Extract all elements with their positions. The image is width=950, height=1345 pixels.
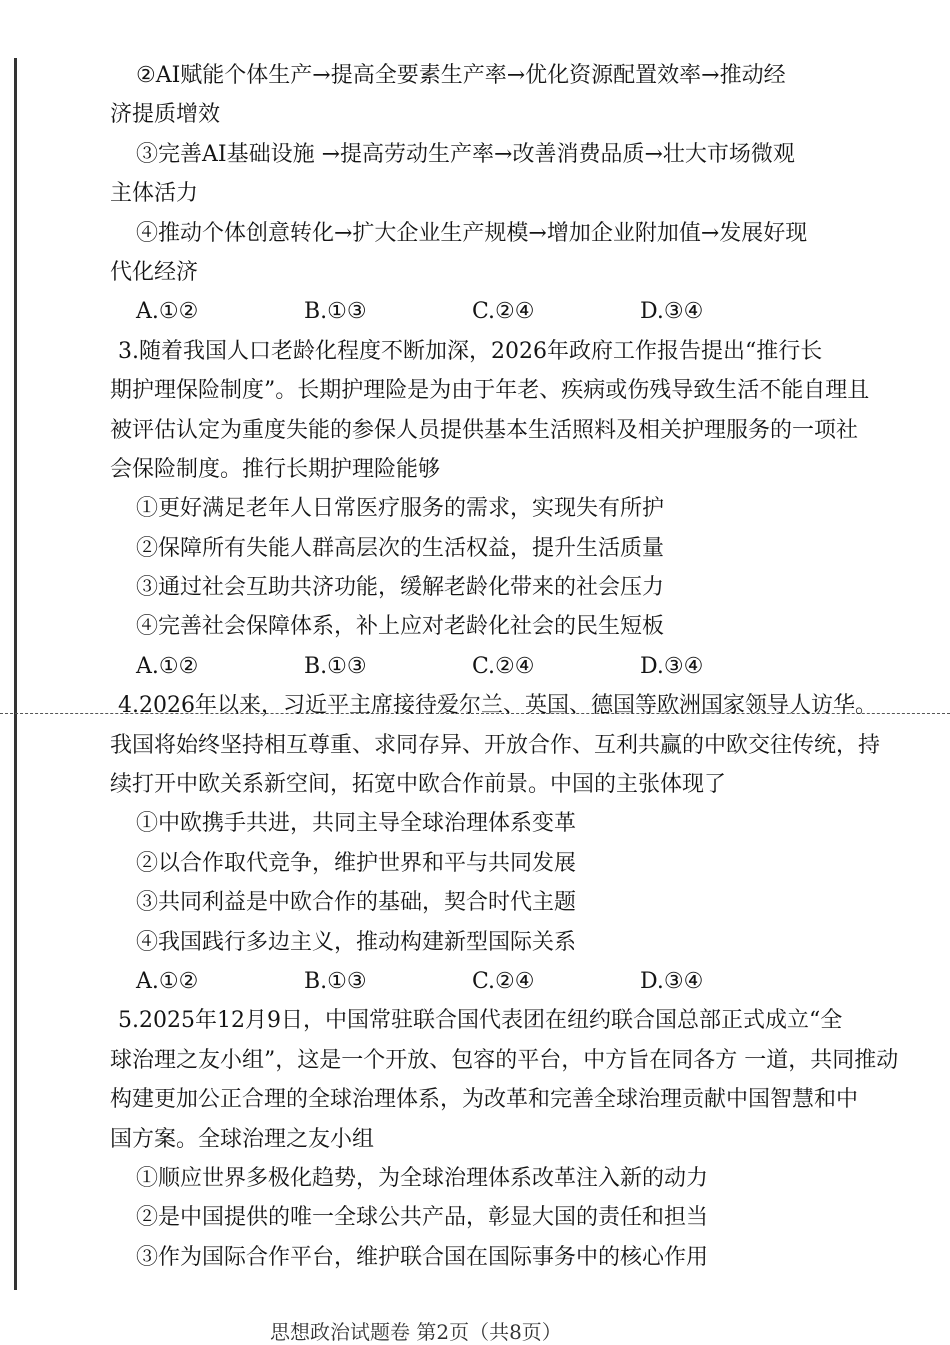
q2-option-4-cont: 代化经济 <box>110 259 199 285</box>
choice-b: B.①③ <box>304 299 367 325</box>
q4-option-1: ①中欧携手共进，共同主导全球治理体系变革 <box>136 811 577 837</box>
q4-option-2: ②以合作取代竞争，维护世界和平与共同发展 <box>136 850 577 876</box>
q4-stem-line: 续打开中欧关系新空间，拓宽中欧合作前景。中国的主张体现了 <box>110 772 727 798</box>
q2-option-4: ④推动个体创意转化→扩大企业生产规模→增加企业附加值→发展好现 <box>136 220 808 246</box>
q2-option-3-cont: 主体活力 <box>110 181 199 207</box>
question-2 <box>110 56 880 332</box>
q3-option-4: ④完善社会保障体系，补上应对老龄化社会的民生短板 <box>136 614 665 640</box>
exam-page <box>110 56 899 1277</box>
question-3 <box>110 332 880 687</box>
q3-option-3: ③通过社会互助共济功能，缓解老龄化带来的社会压力 <box>136 575 665 601</box>
q4-stem-line: 4.2026年以来，习近平主席接待爱尔兰、英国、德国等欧洲国家领导人访华。 <box>118 693 877 719</box>
q3-stem-line: 3.随着我国人口老龄化程度不断加深，2026年政府工作报告提出“推行长 <box>118 338 823 364</box>
q5-stem-line: 5.2025年12月9日，中国常驻联合国代表团在纽约联合国总部正式成立“全 <box>118 1008 843 1034</box>
q5-stem-line: 构建更加公正合理的全球治理体系，为改革和完善全球治理贡献中国智慧和中 <box>110 1087 859 1113</box>
choice-c: C.②④ <box>472 299 535 325</box>
q3-stem-line: 会保险制度。推行长期护理险能够 <box>110 456 441 482</box>
choice-c: C.②④ <box>472 653 535 679</box>
q2-option-2-cont: 济提质增效 <box>110 102 221 128</box>
q2-option-2: ②AI赋能个体生产→提高全要素生产率→优化资源配置效率→推动经 <box>136 63 786 88</box>
q5-stem-line: 国方案。全球治理之友小组 <box>110 1126 375 1152</box>
choice-a: A.①② <box>136 299 199 325</box>
q3-option-2: ②保障所有失能人群高层次的生活权益，提升生活质量 <box>136 535 665 561</box>
q4-choices <box>110 962 880 1001</box>
q4-option-3: ③共同利益是中欧合作的基础，契合时代主题 <box>136 890 577 916</box>
q5-option-1: ①顺应世界多极化趋势，为全球治理体系改革注入新的动力 <box>136 1165 709 1191</box>
q3-stem-line: 期护理保险制度”。长期护理险是为由于年老、疾病或伤残导致生活不能自理且 <box>110 378 870 404</box>
choice-d: D.③④ <box>640 299 704 325</box>
q5-option-2: ②是中国提供的唯一全球公共产品，彰显大国的责任和担当 <box>136 1205 709 1231</box>
choice-d: D.③④ <box>640 968 704 994</box>
q4-option-4: ④我国践行多边主义，推动构建新型国际关系 <box>136 929 577 955</box>
question-5 <box>110 1001 899 1277</box>
q3-stem-line: 被评估认定为重度失能的参保人员提供基本生活照料及相关护理服务的一项社 <box>110 417 859 443</box>
choice-a: A.①② <box>136 968 199 994</box>
choice-b: B.①③ <box>304 968 367 994</box>
q2-choices <box>110 292 880 331</box>
q3-choices <box>110 647 880 686</box>
choice-b: B.①③ <box>304 653 367 679</box>
q2-option-3: ③完善AI基础设施 →提高劳动生产率→改善消费品质→壮大市场微观 <box>136 141 795 167</box>
q5-option-3: ③作为国际合作平台，维护联合国在国际事务中的核心作用 <box>136 1244 709 1270</box>
choice-c: C.②④ <box>472 968 535 994</box>
q4-stem-line: 我国将始终坚持相互尊重、求同存异、开放合作、互利共赢的中欧交往传统，持 <box>110 732 881 758</box>
choice-a: A.①② <box>136 653 199 679</box>
q5-stem-line: 球治理之友小组”，这是一个开放、包容的平台，中方旨在同各方 一道，共同推动 <box>110 1047 899 1073</box>
question-4 <box>110 686 880 1001</box>
page-left-edge <box>14 58 17 1290</box>
page-footer: 思想政治试题卷 第2页（共8页） <box>270 1320 562 1344</box>
q3-option-1: ①更好满足老年人日常医疗服务的需求，实现失有所护 <box>136 496 665 522</box>
choice-d: D.③④ <box>640 653 704 679</box>
